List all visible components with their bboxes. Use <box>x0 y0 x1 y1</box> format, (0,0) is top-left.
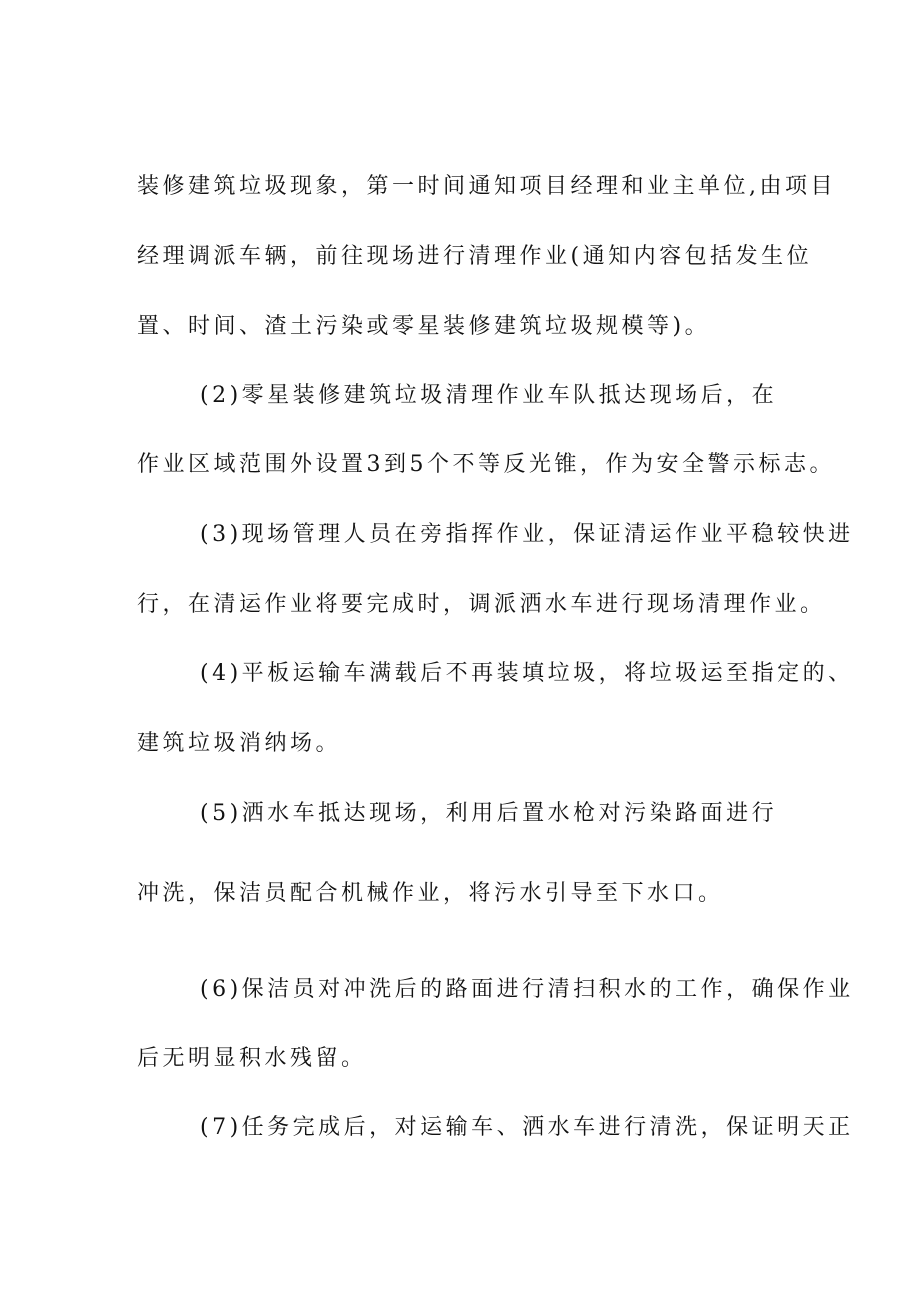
paragraph-4-start: (4)平板运输车满载后不再装填垃圾，将垃圾运至指定的、 <box>200 661 854 686</box>
text-line: 建筑垃圾消纳场。 <box>137 731 342 756</box>
text-line: 作业区域范围外设置3到5个不等反光锥，作为安全警示标志。 <box>137 452 835 477</box>
text-line: 冲洗，保洁员配合机械作业，将污水引导至下水口。 <box>137 881 724 906</box>
text-line: 装修建筑垃圾现象，第一时间通知项目经理和业主单位,由项目 <box>137 174 836 199</box>
paragraph-2-start: (2)零星装修建筑垃圾清理作业车队抵达现场后，在 <box>200 383 778 408</box>
paragraph-7-start: (7)任务完成后，对运输车、洒水车进行清洗，保证明天正 <box>200 1115 854 1140</box>
text-line: 后无明显积水残留。 <box>137 1046 367 1071</box>
text-line: 行，在清运作业将要完成时，调派洒水车进行现场清理作业。 <box>137 592 826 617</box>
paragraph-3-start: (3)现场管理人员在旁指挥作业，保证清运作业平稳较快进 <box>200 522 854 547</box>
text-line: 置、时间、渣土污染或零星装修建筑垃圾规模等)。 <box>137 314 711 339</box>
paragraph-6-start: (6)保洁员对冲洗后的路面进行清扫积水的工作，确保作业 <box>200 977 854 1002</box>
text-line: 经理调派车辆，前往现场进行清理作业(通知内容包括发生位 <box>137 244 813 269</box>
paragraph-5-start: (5)洒水车抵达现场，利用后置水枪对污染路面进行 <box>200 801 778 826</box>
